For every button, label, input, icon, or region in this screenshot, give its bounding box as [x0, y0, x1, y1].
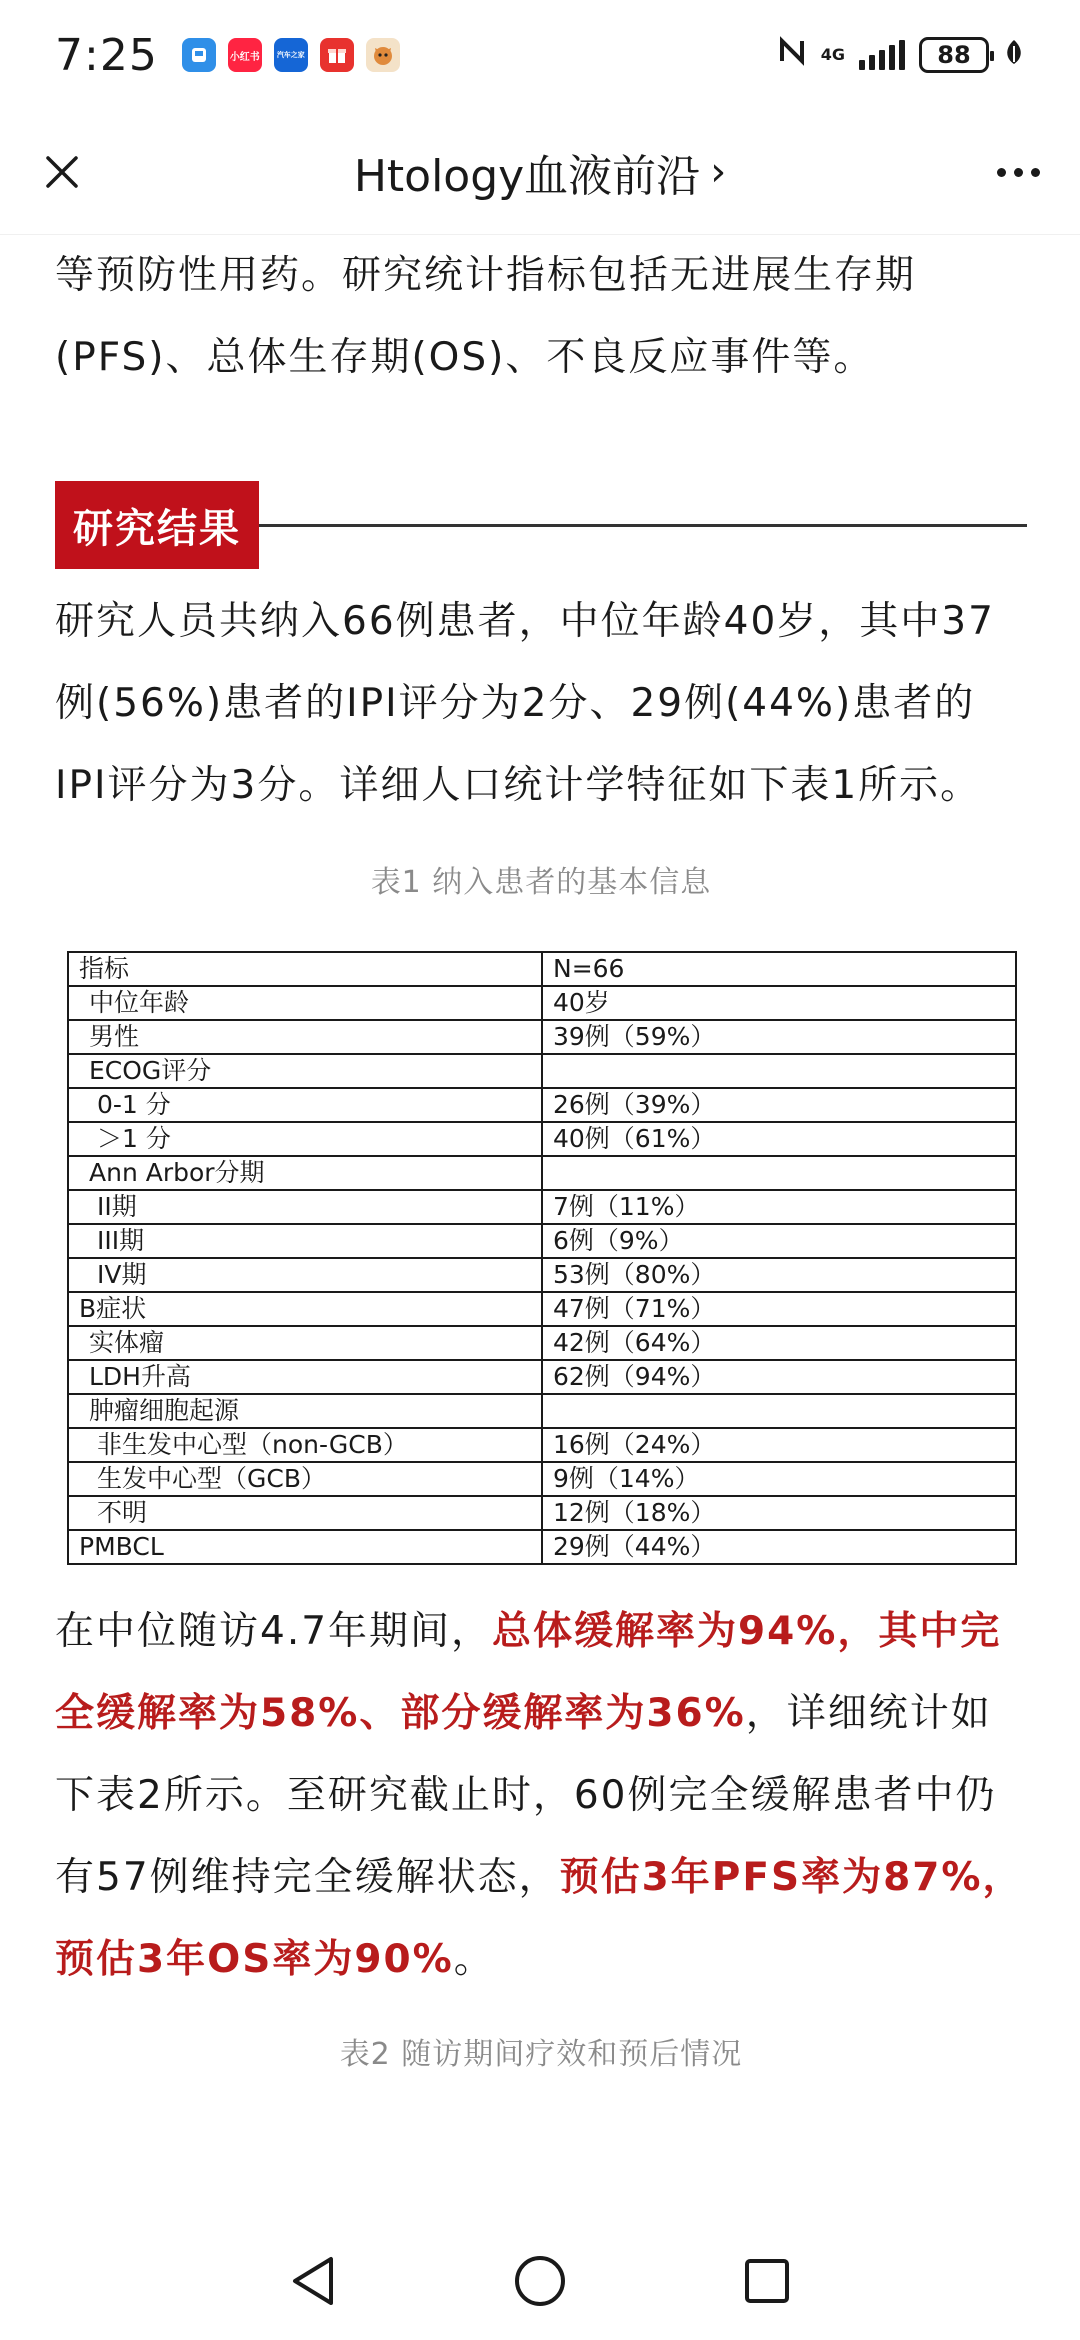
- article-content: [55, 235, 1027, 2073]
- table-cell-value: [542, 1394, 1016, 1428]
- table-cell-label: 实体瘤: [68, 1326, 542, 1360]
- status-bar: [0, 0, 1080, 110]
- table-cell-value: [542, 1054, 1016, 1088]
- table-row: [68, 1054, 1016, 1088]
- table-cell-label: 肿瘤细胞起源: [68, 1394, 542, 1428]
- table-row: [68, 1394, 1016, 1428]
- table-caption: 表1 纳入患者的基本信息: [370, 865, 712, 900]
- section-header: [55, 481, 1027, 569]
- table-cell-value: [542, 1156, 1016, 1190]
- table-row: [68, 1258, 1016, 1292]
- battery-level: 88: [937, 41, 971, 69]
- table-cell-label: 非生发中心型（non-GCB）: [68, 1428, 542, 1462]
- table-cell-value: 53例（80%）: [542, 1258, 1016, 1292]
- nav-title-container: [0, 140, 1080, 204]
- recents-square-icon: [742, 2256, 792, 2306]
- table-row: [68, 1088, 1016, 1122]
- table-row: [68, 986, 1016, 1020]
- table-cell-value: 47例（71%）: [542, 1292, 1016, 1326]
- table-cell-label: III期: [68, 1224, 542, 1258]
- home-circle-icon: [513, 2254, 567, 2308]
- table-cell-label: LDH升高: [68, 1360, 542, 1394]
- table-row: [68, 1462, 1016, 1496]
- network-type-label: 4G: [820, 45, 845, 64]
- table-cell-value: N=66: [542, 952, 1016, 986]
- cat-app-notification-icon: [366, 38, 400, 72]
- table-cell-value: 9例（14%）: [542, 1462, 1016, 1496]
- more-dot-icon: [1014, 168, 1023, 177]
- table-row: [68, 1224, 1016, 1258]
- table-cell-label: IV期: [68, 1258, 542, 1292]
- table-cell-value: 62例（94%）: [542, 1360, 1016, 1394]
- section-divider: [259, 524, 1027, 527]
- xiaohongshu-notification-icon: 小红书: [228, 38, 262, 72]
- table-row: [68, 1428, 1016, 1462]
- table-cell-value: 40岁: [542, 986, 1016, 1020]
- table-cell-value: 39例（59%）: [542, 1020, 1016, 1054]
- table-cell-label: Ann Arbor分期: [68, 1156, 542, 1190]
- table-cell-label: 生发中心型（GCB）: [68, 1462, 542, 1496]
- patient-baseline-table: [67, 951, 1017, 1565]
- article-paragraph: [55, 1591, 1027, 2001]
- recents-button[interactable]: [732, 2246, 802, 2316]
- more-dot-icon: [997, 168, 1006, 177]
- home-button[interactable]: [505, 2246, 575, 2316]
- more-options-button[interactable]: [986, 140, 1050, 204]
- paragraph-text: 。: [453, 1937, 495, 1982]
- back-button[interactable]: [278, 2246, 348, 2316]
- paragraph-text: 在中位随访4.7年期间，: [55, 1609, 493, 1654]
- table-cell-value: 40例（61%）: [542, 1122, 1016, 1156]
- eco-leaf-icon: [1003, 38, 1025, 73]
- chevron-right-icon: ›: [710, 149, 727, 195]
- section-title: 研究结果: [55, 481, 259, 569]
- table-row: [68, 1496, 1016, 1530]
- table-cell-value: 42例（64%）: [542, 1326, 1016, 1360]
- table-cell-label: ECOG评分: [68, 1054, 542, 1088]
- table-cell-label: 不明: [68, 1496, 542, 1530]
- highlighted-text: 预估3年PFS率为87%，预估3年OS率为90%: [55, 1855, 1024, 1982]
- table-row: [68, 1530, 1016, 1564]
- table-cell-value: 29例（44%）: [542, 1530, 1016, 1564]
- highlighted-text: 总体缓解率为94%，其中完全缓解率为58%、部分缓解率为36%: [55, 1609, 1002, 1736]
- autohome-notification-icon: 汽车之家: [274, 38, 308, 72]
- battery-icon: [919, 37, 989, 73]
- table-cell-label: 男性: [68, 1020, 542, 1054]
- table-row: [68, 1360, 1016, 1394]
- table-cell-value: 7例（11%）: [542, 1190, 1016, 1224]
- table-cell-value: 26例（39%）: [542, 1088, 1016, 1122]
- table-caption: 表2 随访期间疗效和预后情况: [339, 2037, 743, 2072]
- table-cell-label: 0-1 分: [68, 1088, 542, 1122]
- table-row: [68, 952, 1016, 986]
- table-row: [68, 1156, 1016, 1190]
- table-cell-label: II期: [68, 1190, 542, 1224]
- table-cell-value: 16例（24%）: [542, 1428, 1016, 1462]
- signal-strength-icon: [859, 40, 905, 70]
- close-icon: [42, 152, 82, 192]
- close-button[interactable]: [30, 140, 94, 204]
- back-triangle-icon: [289, 2255, 337, 2307]
- table-cell-label: 指标: [68, 952, 542, 986]
- notification-icons: [182, 38, 400, 72]
- table-cell-value: 6例（9%）: [542, 1224, 1016, 1258]
- table1-image[interactable]: [67, 951, 1017, 1565]
- account-title-link[interactable]: [354, 140, 726, 204]
- system-navigation-bar: [0, 2222, 1080, 2340]
- top-navigation-bar: [0, 110, 1080, 235]
- article-paragraph: 研究人员共纳入66例患者，中位年龄40岁，其中37例(56%)患者的IPI评分为2分、29例(44%)患者的IPI评分为3分。详细人口统计学特征如下表1所示。: [55, 599, 995, 808]
- gift-notification-icon: [320, 38, 354, 72]
- table-cell-label: 中位年龄: [68, 986, 542, 1020]
- paragraph-text: ，详细统计如下表2所示。至研究截止时，60例完全缓解患者中仍有57例维持完全缓解状态，: [55, 1691, 997, 1900]
- table-cell-label: B症状: [68, 1292, 542, 1326]
- status-time: 7:25: [55, 29, 158, 81]
- more-dot-icon: [1031, 168, 1040, 177]
- table-row: [68, 1190, 1016, 1224]
- table-row: [68, 1020, 1016, 1054]
- nfc-icon: [777, 36, 807, 74]
- table-cell-label: ＞1 分: [68, 1122, 542, 1156]
- table-row: [68, 1122, 1016, 1156]
- table-row: [68, 1326, 1016, 1360]
- table-row: [68, 1292, 1016, 1326]
- account-name: Htology血液前沿: [353, 151, 701, 202]
- table-cell-value: 12例（18%）: [542, 1496, 1016, 1530]
- app-notification-icon: [182, 38, 216, 72]
- article-paragraph: 等预防性用药。研究统计指标包括无进展生存期(PFS)、总体生存期(OS)、不良反应事件等。: [55, 253, 917, 380]
- table-cell-label: PMBCL: [68, 1530, 542, 1564]
- status-right-group: [777, 36, 1025, 74]
